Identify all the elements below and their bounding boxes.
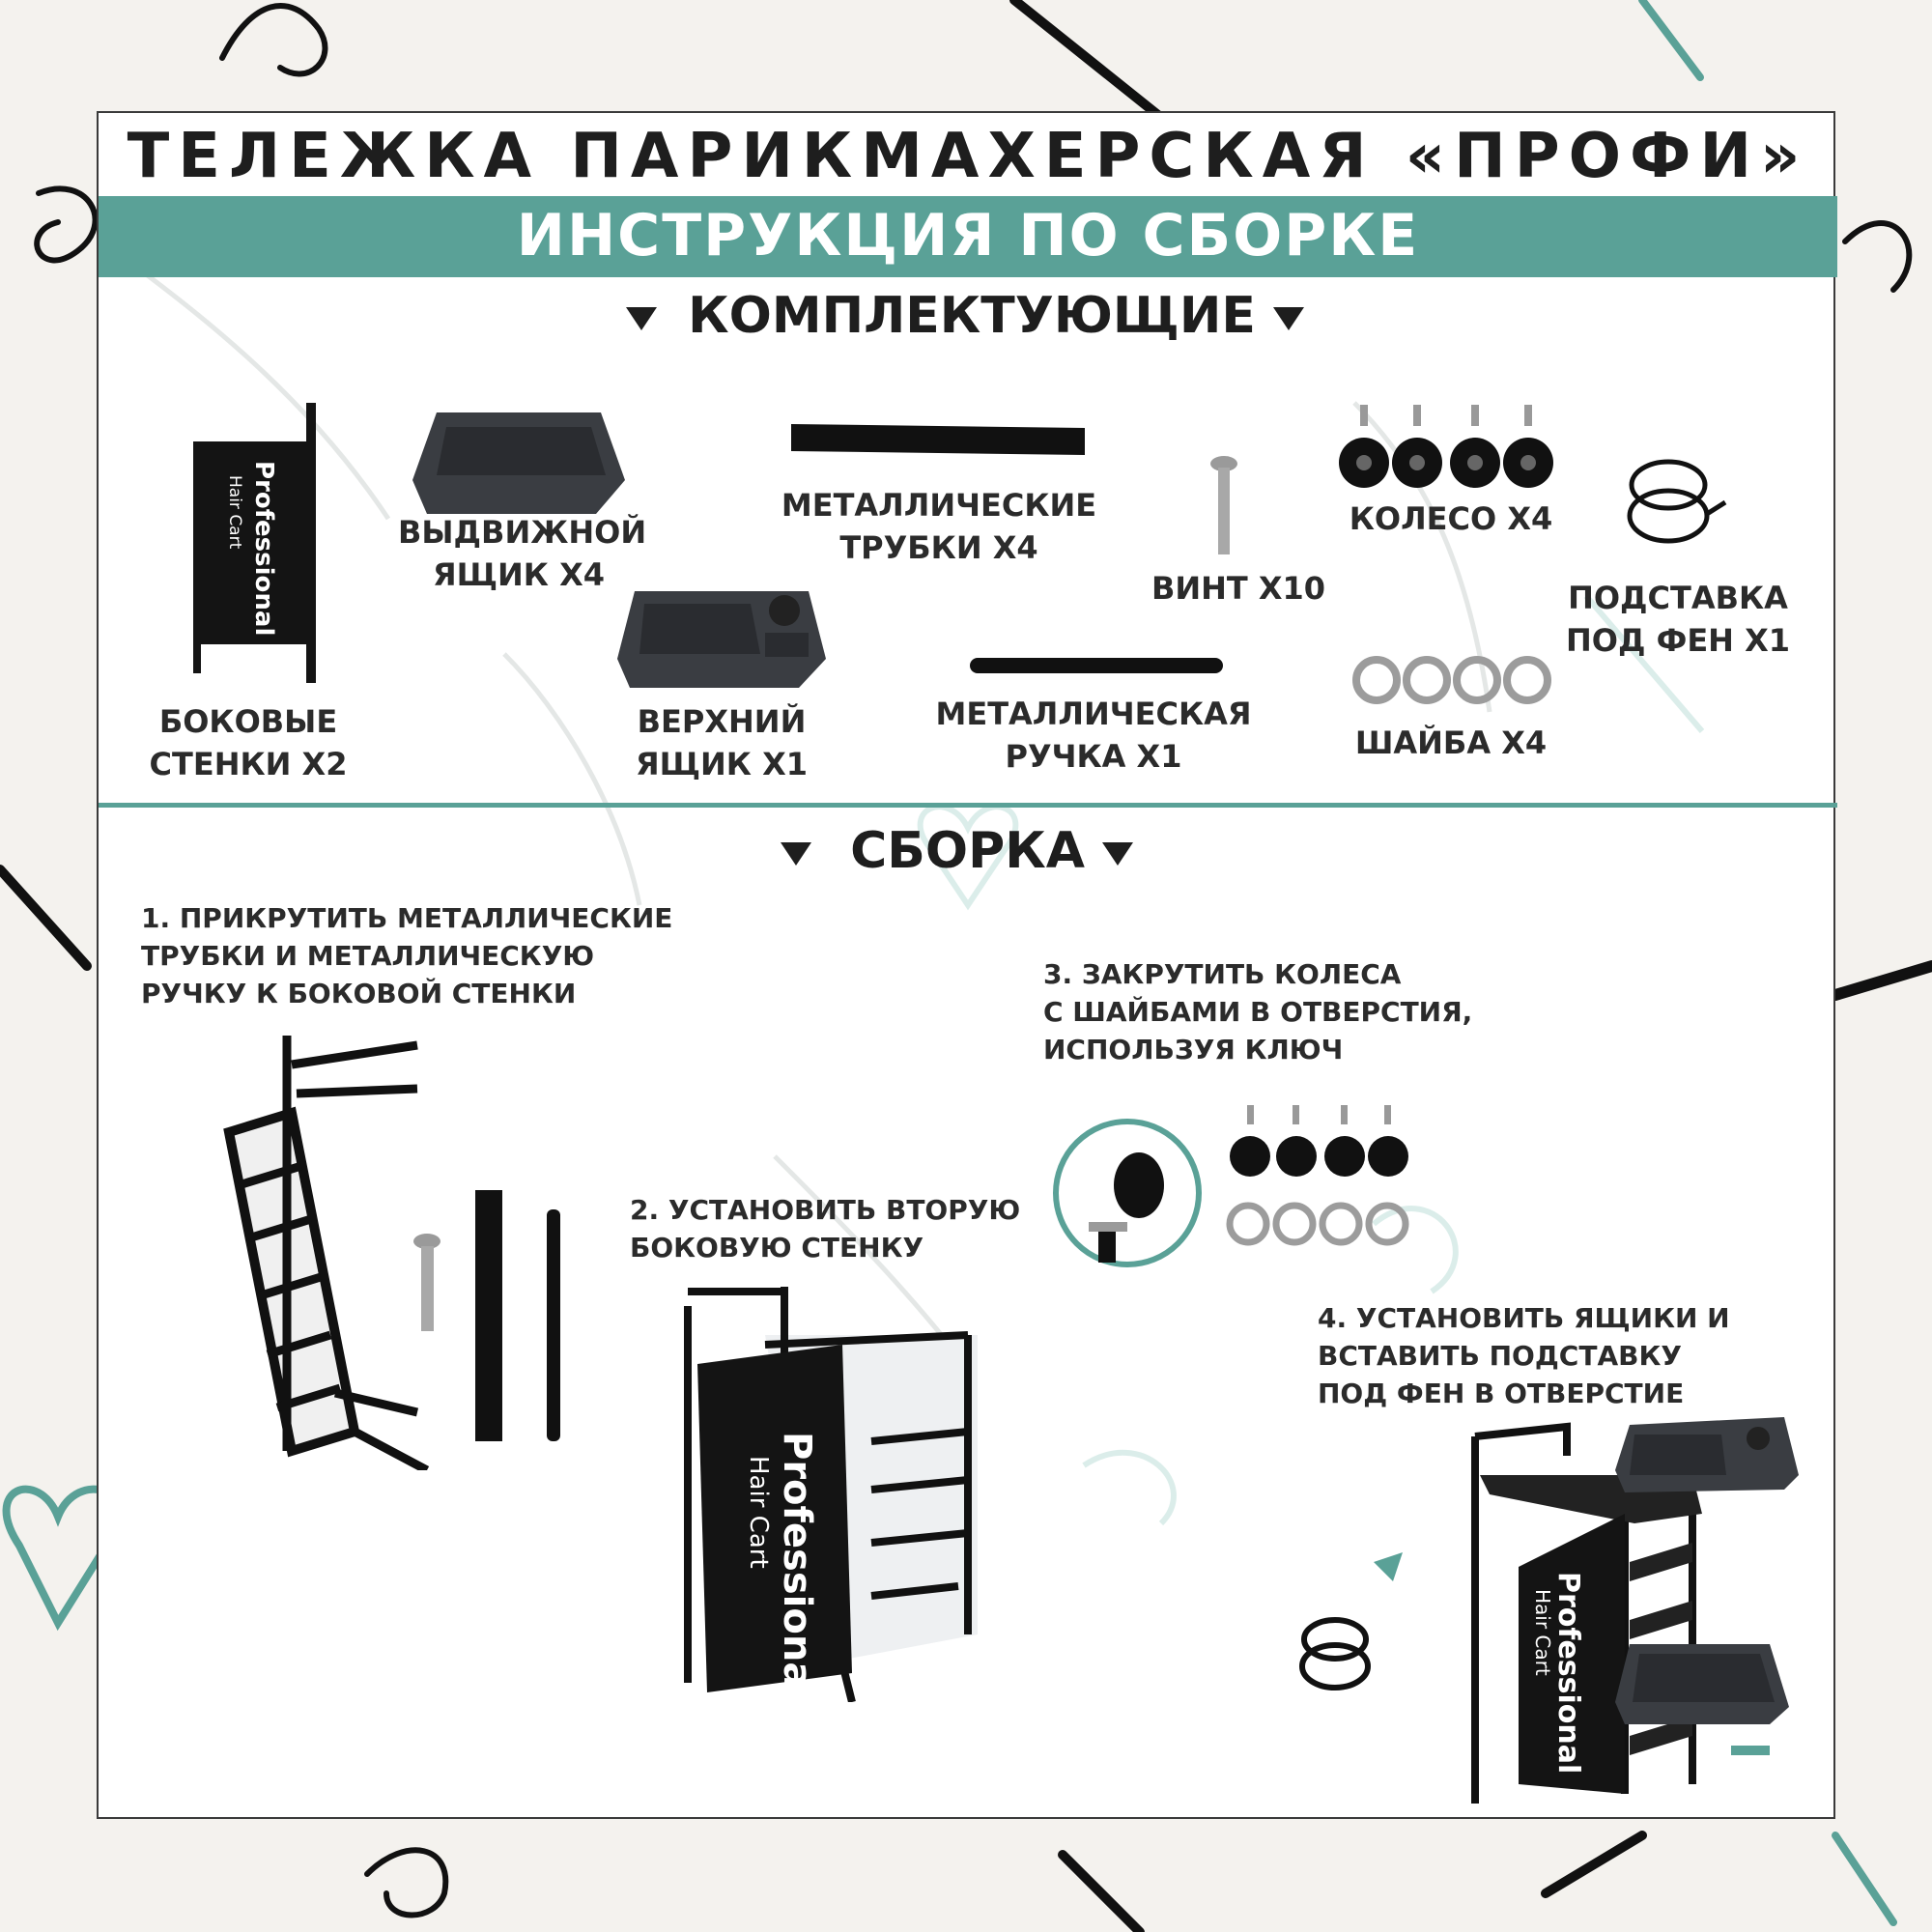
metal-handle-label: МЕТАЛЛИЧЕСКАЯ РУЧКА Х1 (935, 696, 1252, 775)
comb-icon (1014, 0, 1159, 116)
drawer-image (408, 403, 630, 519)
wheel-label: КОЛЕСО Х4 (1349, 500, 1553, 537)
drawer-label: ВЫДВИЖНОЙ ЯЩИК Х4 (398, 514, 647, 593)
svg-text:Hair Cart: Hair Cart (1531, 1589, 1554, 1676)
wheel-icon (1503, 405, 1553, 488)
step-3-text: 3. ЗАКРУТИТЬ КОЛЕСА С ШАЙБАМИ В ОТВЕРСТИЯ, ИСПОЛЬЗУЯ КЛЮЧ (1043, 958, 1473, 1065)
step-2-text: 2. УСТАНОВИТЬ ВТОРУЮ БОКОВУЮ СТЕНКУ (630, 1194, 1021, 1264)
step-2-image (678, 1287, 997, 1702)
wheel-icon (1324, 1105, 1365, 1177)
washer-label: ШАЙБА Х4 (1354, 724, 1548, 761)
step-1-image (137, 1026, 582, 1470)
svg-text:Professional: Professional (249, 461, 278, 637)
svg-text:Professional: Professional (775, 1432, 819, 1702)
washers-image (1350, 654, 1552, 707)
bow-icon (367, 1850, 445, 1915)
triangle-down-icon (626, 307, 657, 330)
dryer-holder-icon (1302, 1620, 1368, 1688)
ornament-swirl-icon (37, 188, 95, 260)
assembly-heading: СБОРКА (781, 822, 1133, 880)
metal-tubes-label: МЕТАЛЛИЧЕСКИЕ ТРУБКИ Х4 (781, 487, 1097, 566)
wheel-icon (1339, 405, 1389, 488)
section-divider (99, 803, 1837, 808)
screw-label: ВИНТ Х10 (1151, 570, 1326, 607)
triangle-down-icon (1273, 307, 1304, 330)
scissors-icon (1642, 0, 1700, 77)
wheel-icon (1230, 1105, 1270, 1177)
wheel-icon (1276, 1105, 1317, 1177)
svg-text:Hair Cart: Hair Cart (225, 475, 244, 550)
side-wall-image (166, 403, 340, 683)
dryer-holder-image (1625, 456, 1731, 553)
step-4-text: 4. УСТАНОВИТЬ ЯЩИКИ И ВСТАВИТЬ ПОДСТАВКУ ПОД ФЕН В ОТВЕРСТИЕ (1318, 1302, 1730, 1409)
components-heading: КОМПЛЕКТУЮЩИЕ (626, 287, 1304, 345)
wheel-closeup-image (1050, 1116, 1205, 1270)
wheel-icon (1392, 405, 1442, 488)
page-title: ТЕЛЕЖКА ПАРИКМАХЕРСКАЯ «ПРОФИ» (127, 121, 1809, 192)
side-walls-label: БОКОВЫЕ СТЕНКИ Х2 (149, 703, 348, 782)
ornament-swirl-icon (222, 6, 325, 73)
screw-icon (413, 1234, 440, 1331)
top-drawer-label: ВЕРХНИЙ ЯЩИК Х1 (635, 703, 809, 782)
dryer-holder-label: ПОДСТАВКА ПОД ФЕН Х1 (1565, 580, 1791, 659)
wheel-icon (1368, 1105, 1408, 1177)
wheel-icon (1450, 405, 1500, 488)
step-3-wheels-image (1229, 1103, 1422, 1180)
svg-text:Professional: Professional (1551, 1572, 1585, 1775)
metal-tube-image (789, 420, 1089, 459)
triangle-down-icon (781, 842, 811, 866)
step-1-text: 1. ПРИКРУТИТЬ МЕТАЛЛИЧЕСКИЕ ТРУБКИ И МЕТАЛЛИЧЕСКУЮ РУЧКУ К БОКОВОЙ СТЕНКИ (141, 902, 673, 1009)
instruction-card (97, 111, 1835, 1819)
triangle-down-icon (1102, 842, 1133, 866)
step-3-washers-image (1224, 1200, 1417, 1248)
page-subtitle: ИНСТРУКЦИЯ ПО СБОРКЕ (516, 202, 1420, 270)
screw-image (1209, 456, 1238, 557)
wheels-image (1335, 403, 1567, 490)
svg-text:Hair Cart: Hair Cart (744, 1456, 773, 1569)
step-4-image (1296, 1417, 1799, 1804)
metal-handle-image (968, 652, 1224, 681)
top-drawer-image (615, 586, 828, 693)
